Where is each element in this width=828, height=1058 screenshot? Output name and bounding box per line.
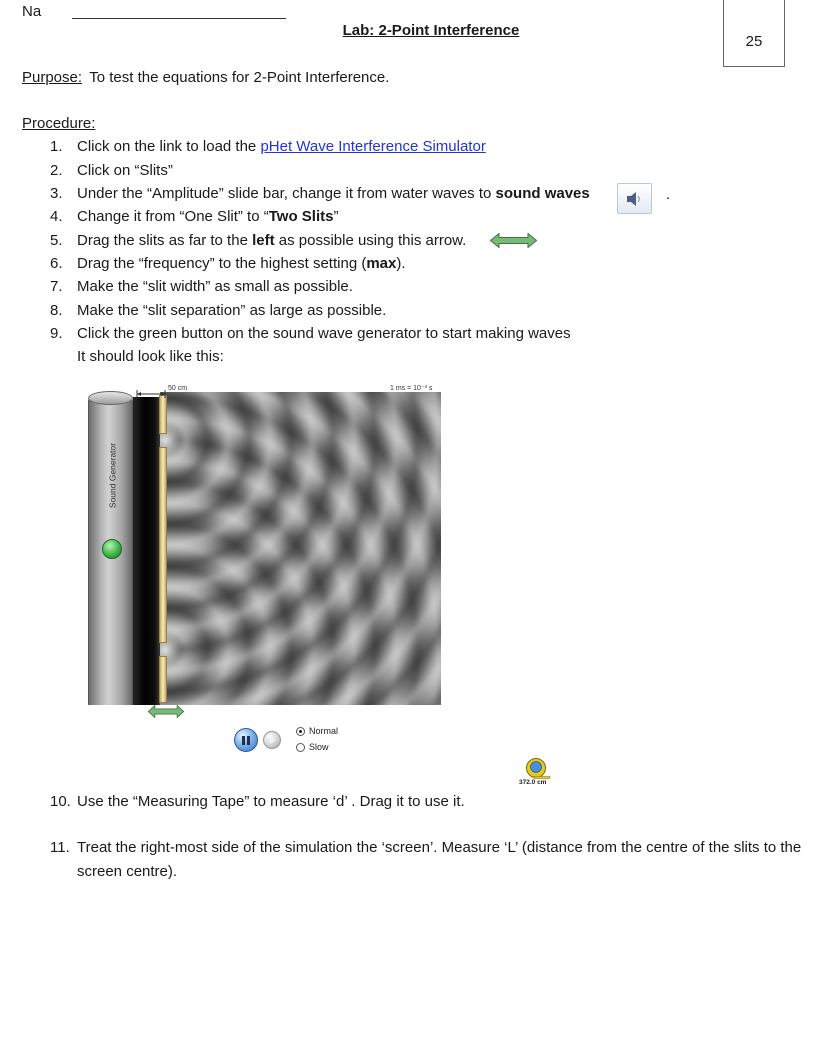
scale-label: 50 cm	[168, 385, 188, 392]
double-arrow-icon	[490, 233, 537, 248]
step-end: ).	[396, 255, 406, 272]
step-instruction: Drag the slits as far to the	[77, 232, 253, 249]
step-text: Make the “slit separation” as large as possible.	[77, 302, 387, 319]
procedure-step-8	[0, 300, 828, 322]
page-title: Lab: 2-Point Interference	[342, 22, 520, 39]
step-text: Make the “slit width” as small as possible.	[77, 278, 353, 295]
step-number: 8.	[50, 302, 63, 319]
step-number: 6.	[50, 255, 63, 272]
procedure-step-7	[0, 276, 828, 298]
procedure-step-1	[0, 136, 828, 158]
purpose-section	[22, 67, 389, 89]
procedure-label: Procedure:	[22, 115, 96, 132]
step-end: ”	[333, 208, 339, 225]
sound-generator-top	[88, 391, 133, 405]
step-emphasis: Two Slits	[268, 208, 334, 225]
step-instruction: Drag the “frequency” to the highest setting (	[77, 255, 367, 272]
step-number: 11.	[50, 839, 70, 856]
simulator-screenshot	[88, 380, 448, 725]
time-scale-label: 1 ms = 10⁻³ s	[390, 385, 433, 392]
step-number: 9.	[50, 325, 63, 342]
step-number: 4.	[50, 208, 63, 225]
double-arrow-icon	[148, 705, 184, 718]
simulator-link[interactable]: pHet Wave Interference Simulator	[260, 138, 486, 155]
sound-generator-label: Sound Generator	[107, 442, 118, 509]
step-emphasis: sound waves	[495, 185, 590, 202]
speed-normal-label: Normal	[309, 726, 339, 736]
barrier-middle	[159, 447, 167, 643]
step-text	[77, 206, 338, 228]
procedure-step-2	[0, 160, 828, 182]
procedure-step-5	[0, 230, 828, 252]
speed-slow-label: Slow	[309, 742, 329, 752]
generator-backing	[133, 397, 160, 705]
procedure-step-6	[0, 253, 828, 275]
scale-bar	[136, 385, 166, 393]
score-box	[723, 0, 785, 67]
purpose-text: To test the equations for 2-Point Interference.	[89, 69, 390, 86]
step-instruction: Change it from “One Slit” to “	[77, 208, 269, 225]
name-label: Na	[22, 3, 42, 20]
tape-reading: 372.0 cm	[519, 779, 547, 786]
name-blank-line	[72, 18, 286, 19]
step-number: 7.	[50, 278, 63, 295]
step-instruction: Click on the link to load the	[77, 138, 261, 155]
step-text: Click on “Slits”	[77, 162, 173, 179]
speaker-icon	[625, 190, 645, 208]
pause-button	[234, 728, 258, 752]
step-text: Use the “Measuring Tape” to measure ‘d’ . Drag it to use it.	[77, 793, 465, 810]
step-button	[263, 731, 281, 749]
procedure-step-9	[0, 323, 828, 345]
step-number: 3.	[50, 185, 63, 202]
barrier-top	[159, 395, 167, 434]
purpose-label: Purpose:	[22, 69, 83, 86]
wave-interference-pattern	[160, 392, 441, 705]
procedure-step-9-continuation	[0, 346, 828, 368]
playback-controls	[230, 724, 350, 756]
step-number: 2.	[50, 162, 63, 179]
speed-normal-radio	[296, 727, 305, 736]
speed-slow-radio	[296, 743, 305, 752]
step-text	[77, 183, 590, 205]
step-text	[77, 253, 406, 275]
procedure-step-3	[0, 183, 828, 205]
procedure-step-4	[0, 206, 828, 228]
green-button-icon	[102, 539, 122, 559]
step-instruction: Under the “Amplitude” slide bar, change it from water waves to	[77, 185, 496, 202]
score-value: 25	[745, 33, 763, 50]
step-emphasis: left	[252, 232, 275, 249]
measuring-tape	[516, 755, 560, 789]
step-number: 5.	[50, 232, 63, 249]
step-end: as possible using this arrow.	[274, 232, 467, 249]
step-text: Treat the right-most side of the simulation the ‘screen’. Measure ‘L’ (distance from the centre of the slits to the screen centre).	[77, 839, 802, 880]
step-emphasis: max	[366, 255, 397, 272]
step-end-punctuation: .	[666, 186, 671, 203]
step-text	[77, 136, 486, 158]
barrier-bottom	[159, 656, 167, 703]
step-text	[77, 230, 466, 252]
step-text: Click the green button on the sound wave generator to start making waves	[77, 325, 571, 342]
measuring-tape-icon	[524, 757, 552, 779]
step-text: It should look like this:	[77, 348, 224, 365]
procedure-step-10	[0, 791, 828, 813]
step-number: 1.	[50, 138, 63, 155]
step-number: 10.	[50, 793, 71, 810]
